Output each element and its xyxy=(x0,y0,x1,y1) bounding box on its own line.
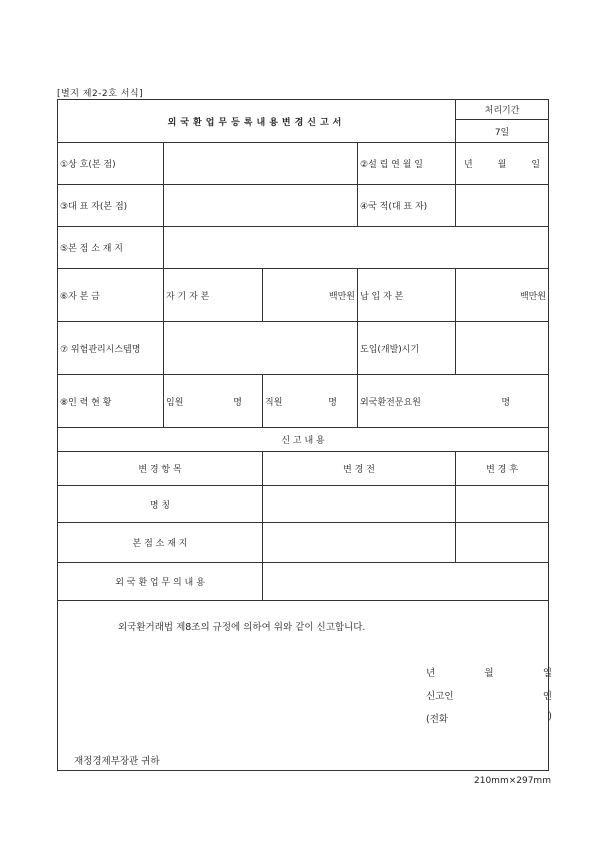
hq-location-field[interactable] xyxy=(164,227,549,269)
row-business-label: 외 국 환 업 무 의 내 용 xyxy=(58,563,263,601)
col-after-header: 변 경 후 xyxy=(456,452,549,486)
risk-system-label: ⑦ 위험관리시스템명 xyxy=(58,322,164,375)
representative-label: ③대 표 자(본 점) xyxy=(58,185,164,227)
form-title: 외국환업무등록내용변경신고서 xyxy=(58,100,456,143)
decl-day: 일 xyxy=(542,668,552,679)
declaration-text: 외국환거래법 제8조의 규정에 의하여 위와 같이 신고합니다. xyxy=(118,622,366,633)
staff-label: ⑧인 력 현 황 xyxy=(58,375,164,428)
decl-year: 년 xyxy=(426,668,436,679)
reporter-label: 신고인 xyxy=(426,691,454,702)
declaration-box xyxy=(58,601,552,771)
page-size-note: 210mm×297mm xyxy=(474,776,551,786)
risk-system-field[interactable] xyxy=(164,322,358,375)
row-name-label: 명 칭 xyxy=(58,486,263,523)
equity-field[interactable] xyxy=(263,269,358,322)
processing-label: 처리기간 xyxy=(456,100,549,120)
name-before-field[interactable] xyxy=(263,486,456,523)
established-field[interactable] xyxy=(456,143,549,185)
phone-close: ) xyxy=(548,711,552,722)
decl-month: 월 xyxy=(484,668,494,679)
executives-field[interactable] xyxy=(164,375,263,428)
reporter-phone[interactable] xyxy=(426,711,552,725)
month-label: 월 xyxy=(497,160,507,170)
fx-experts-field[interactable] xyxy=(358,375,549,428)
paid-in-label: 납 입 자 본 xyxy=(358,269,456,322)
year-label: 년 xyxy=(464,160,473,170)
paid-in-unit: 백만원 xyxy=(519,291,547,302)
paid-in-field[interactable] xyxy=(456,269,549,322)
established-label: ②설 립 연 월 일 xyxy=(358,143,456,185)
trade-name-label: ①상 호(본 점) xyxy=(58,143,164,185)
reporter-signature[interactable] xyxy=(426,688,552,702)
employees-unit: 명 xyxy=(328,397,337,408)
nationality-field[interactable] xyxy=(456,185,549,227)
seal-label: 인 xyxy=(542,691,552,702)
hq-location-label: ⑤본 점 소 재 지 xyxy=(58,227,164,269)
form-number: [별지 제2-2호 서식] xyxy=(57,89,144,99)
capital-label: ⑥자 본 금 xyxy=(58,269,164,322)
row-location-label: 본 점 소 재 지 xyxy=(58,523,263,563)
fx-experts-unit: 명 xyxy=(501,397,511,408)
employees-label: 직원 xyxy=(265,397,283,408)
processing-value: 7일 xyxy=(456,120,549,143)
fx-experts-label: 외국환전문요원 xyxy=(360,397,421,408)
col-before-header: 변 경 전 xyxy=(263,452,456,486)
report-header: 신 고 내 용 xyxy=(58,428,549,452)
intro-time-label: 도입(개발)시기 xyxy=(358,322,456,375)
name-after-field[interactable] xyxy=(456,486,549,523)
representative-field[interactable] xyxy=(164,185,358,227)
executives-unit: 명 xyxy=(233,397,242,408)
nationality-label: ④국 적(대 표 자) xyxy=(358,185,456,227)
equity-label: 자 기 자 본 xyxy=(164,269,263,322)
addressee: 재정경제부장관 귀하 xyxy=(74,756,160,767)
report-form xyxy=(57,99,552,771)
trade-name-field[interactable] xyxy=(164,143,358,185)
declaration-date xyxy=(426,665,552,679)
equity-unit: 백만원 xyxy=(328,291,355,302)
col-item-header: 변 경 항 목 xyxy=(58,452,263,486)
phone-open: (전화 xyxy=(426,714,449,725)
business-field[interactable] xyxy=(263,563,549,601)
location-after-field[interactable] xyxy=(456,523,549,563)
day-label: 일 xyxy=(531,160,541,170)
executives-label: 임원 xyxy=(166,397,184,408)
intro-time-field[interactable] xyxy=(456,322,549,375)
employees-field[interactable] xyxy=(263,375,358,428)
location-before-field[interactable] xyxy=(263,523,456,563)
